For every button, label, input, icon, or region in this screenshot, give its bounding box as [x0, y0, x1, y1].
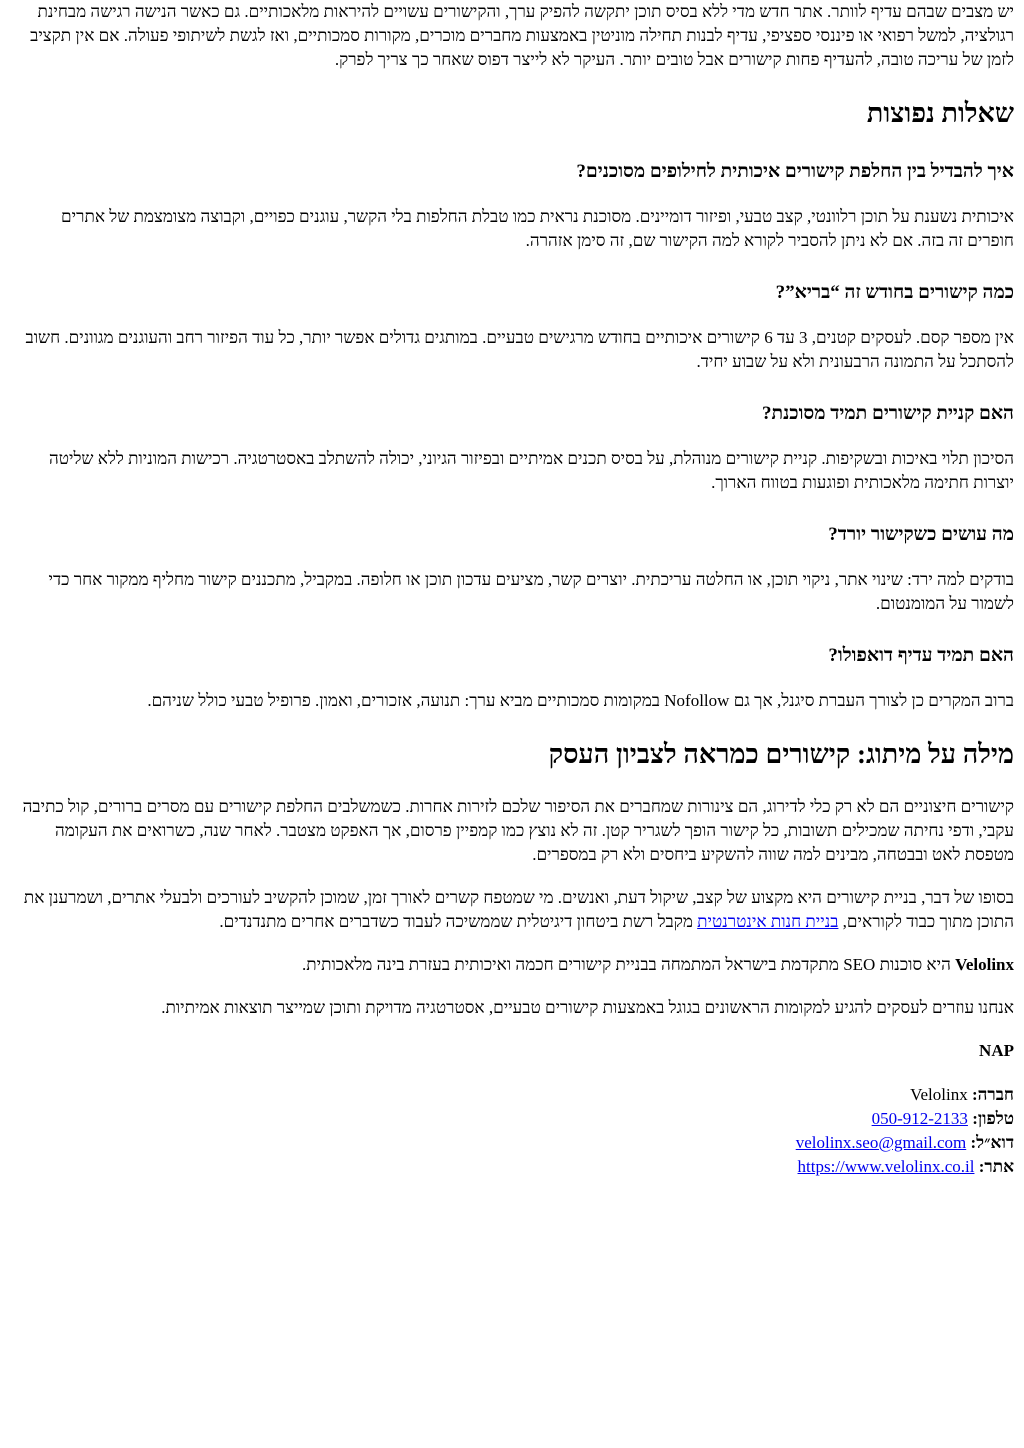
faq-answer: אין מספר קסם. לעסקים קטנים, 3 עד 6 קישורים איכותיים בחודש מרגישים טבעיים. במותגים גדולים אפשר יותר, כל עוד הפיזור רחב והעוגנים מגוונים. חשוב להסתכל על התמונה הרבעונית ולא על שבוע יחיד.	[25, 328, 1014, 371]
phone-row: טלפון: 050-912-2133	[871, 1109, 1014, 1128]
faq-question: כמה קישורים בחודש זה “בריא”?	[775, 282, 1014, 303]
faq-question: האם קניית קישורים תמיד מסוכנת?	[762, 403, 1014, 424]
contact-details	[12, 1083, 1014, 1179]
brand-name: Velolinx	[955, 955, 1014, 974]
services-paragraph: אנחנו עוזרים לעסקים להגיע למקומות הראשונים בגוגל באמצעות קישורים טבעיים, אסטרטגיה מדויקת ותוכן שמייצר תוצאות אמיתיות.	[161, 998, 1014, 1017]
branding-heading: מילה על מיתוג: קישורים כמראה לצביון העסק	[548, 739, 1014, 769]
phone-link[interactable]: 050-912-2133	[871, 1109, 968, 1128]
faq-question: האם תמיד עדיף דואפולו?	[828, 645, 1014, 666]
faq-heading: שאלות נפוצות	[866, 98, 1014, 128]
online-store-link[interactable]: בניית חנות אינטרנטית	[697, 912, 839, 931]
website-link[interactable]: https://www.velolinx.co.il	[797, 1157, 975, 1176]
conclusion-paragraph: בסופו של דבר, בניית קישורים היא מקצוע של קצב, שיקול דעת, ואנשים. מי שמטפח קשרים לאורך זמן, שמוכן להקשיב לעורכים ולבעלי אתרים, ושמרענן את התוכן מתוך כבוד לקוראים, בניית חנות אינטרנטית מקבל רשת ביטחון דיגיטלית שממשיכה לעבוד כשדברים אחרים מתנדנדים.	[23, 888, 1014, 931]
website-row: אתר: https://www.velolinx.co.il	[797, 1157, 1014, 1176]
faq-question: מה עושים כשקישור יורד?	[828, 524, 1014, 545]
faq-answer: איכותית נשענת על תוכן רלוונטי, קצב טבעי, ופיזור דומיינים. מסוכנת נראית כמו טבלת החלפות בלי הקשר, עוגנים כפויים, וקבוצה מצומצמת של אתרים חופרים זה בזה. אם לא ניתן להסביר לקורא למה הקישור שם, זה סימן אזהרה.	[61, 207, 1014, 250]
nap-heading: NAP	[979, 1041, 1014, 1060]
faq-answer: הסיכון תלוי באיכות ובשקיפות. קניית קישורים מנוהלת, על בסיס תכנים אמיתיים ובפיזור הגיוני, יכולה להשתלב באסטרטגיה. רכישות המוניות ללא שליטה יוצרות חתימה מלאכותית ופוגעות בטווח הארוך.	[48, 449, 1014, 492]
email-row: דוא״ל: velolinx.seo@gmail.com	[795, 1133, 1014, 1152]
faq-answer: ברוב המקרים כן לצורך העברת סיגנל, אך גם Nofollow במקומות סמכותיים מביא ערך: תנועה, אזכורים, ואמון. פרופיל טבעי כולל שניהם.	[147, 691, 1014, 710]
branding-paragraph: קישורים חיצוניים הם לא רק כלי לדירוג, הם צינורות שמחברים את הסיפור שלכם לזירות אחרות. כשמשלבים החלפת קישורים עם מסרים ברורים, קול כתיבה עקבי, ודפי נחיתה שמכילים תשובות, כל קישור הופך לשגריר קטן. זה לא נוצץ כמו קמפיין פרסום, אך האפקט מצטבר. לאחר שנה, כשרואים את העקומה מטפסת לאט ובבטחה, מבינים למה שווה להשקיע ביחסים ולא רק במספרים.	[22, 797, 1014, 864]
about-paragraph: Velolinx היא סוכנות SEO מתקדמת בישראל המתמחה בבניית קישורים חכמה ואיכותית בעזרת בינה מלאכותית.	[302, 955, 1014, 974]
faq-question: איך להבדיל בין החלפת קישורים איכותית לחילופים מסוכנים?	[576, 161, 1014, 182]
faq-answer: בודקים למה ירד: שינוי אתר, ניקוי תוכן, או החלטה עריכתית. יוצרים קשר, מציעים עדכון תוכן או חלופה. במקביל, מתכננים קישור מחליף ממקור אחר כדי לשמור על המומנטום.	[48, 570, 1014, 613]
email-link[interactable]: velolinx.seo@gmail.com	[795, 1133, 967, 1152]
intro-paragraph: יש מצבים שבהם עדיף לוותר. אתר חדש מדי ללא בסיס תוכן יתקשה להפיק ערך, והקישורים עשויים להיראות מלאכותיים. גם כאשר הנישה רגישה מבחינת רגולציה, למשל רפואי או פיננסי ספציפי, עדיף לבנות תחילה מוניטין באמצעות מחברים מוכרים, מקורות סמכותיים, ואז לגשת לשיתופי פעולה. אם אין תקציב לזמן של עריכה טובה, להעדיף פחות קישורים אבל טובים יותר. העיקר לא לייצר דפוס שאחר כך צריך לפרק.	[30, 2, 1014, 69]
company-row: חברה: Velolinx	[910, 1085, 1014, 1104]
